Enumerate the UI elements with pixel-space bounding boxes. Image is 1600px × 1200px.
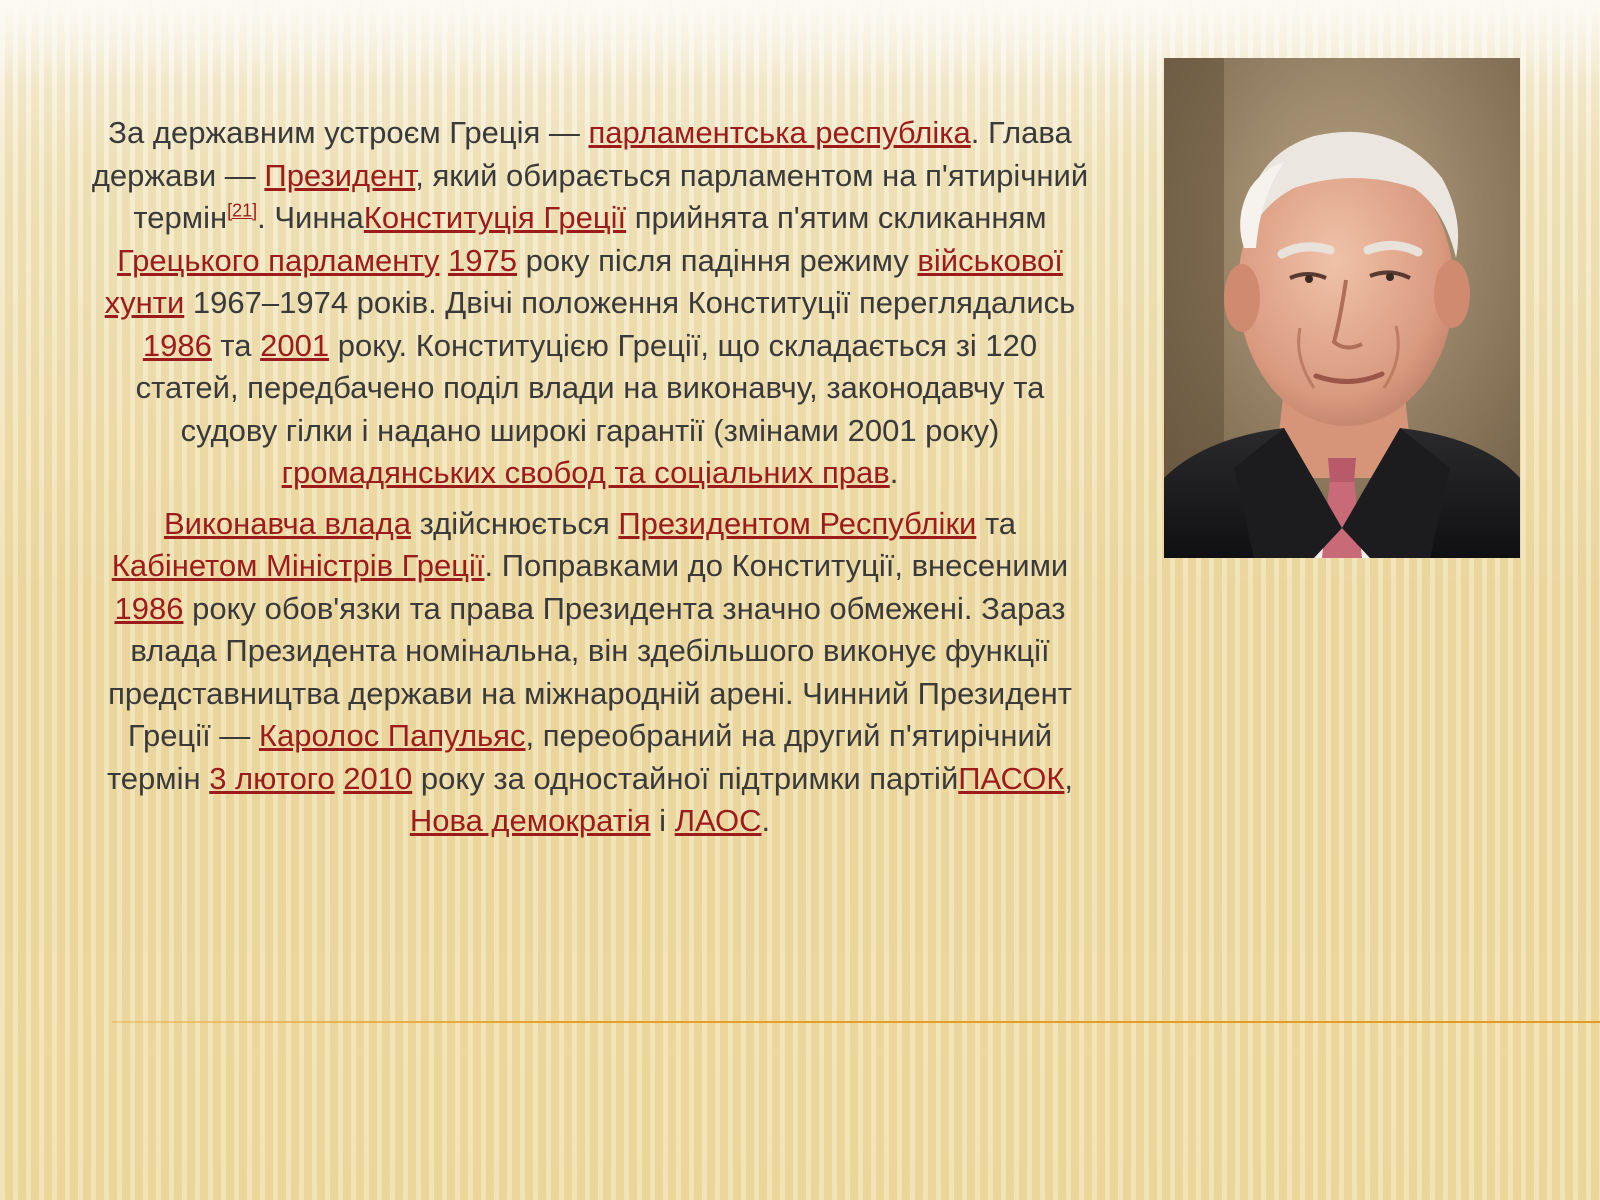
link-greek-parliament[interactable]: Грецького парламенту [117,242,440,278]
link-constitution-of-greece[interactable]: Конституція Греції [363,200,627,235]
link-new-democracy[interactable]: Нова демократія [409,803,651,838]
link-executive-power[interactable]: Виконавча влада [163,505,411,541]
text-run: року обов'язки та права Президента значно обмежені. Зараз влада Президента номінальна, він здебільшого виконує функції представництва держави на міжнародній арені. Чинний Президент Греції — [108,590,1072,753]
text-run: . Поправками до Конституції, внесеними [484,548,1069,583]
text-run: . [761,803,771,838]
link-pasok[interactable]: ПАСОК [958,760,1065,796]
link-year-2010[interactable]: 2010 [343,760,413,796]
text-run: року за одностайної підтримки партій [412,760,959,796]
link-military-junta[interactable]: військової хунти [104,242,1063,320]
text-run: . Чинна [257,200,364,235]
text-run: і [650,803,675,838]
text-run: прийнята п'ятим скликанням [626,200,1047,235]
link-year-1986[interactable]: 1986 [114,590,184,626]
text-run [439,243,448,278]
text-run: року після падіння режиму [517,242,918,278]
text-run: здійснюється [410,505,619,541]
link-parliamentary-republic[interactable]: парламентська республіка [588,115,971,150]
paragraph-government-structure [90,112,1090,495]
text-run: , який обирається парламентом на п'ятирічний термін [133,157,1089,235]
link-karolos-papoulias[interactable]: Каролос Папульяс [258,718,526,753]
link-cabinet-of-ministers[interactable]: Кабінетом Міністрів Греції [111,548,485,583]
text-run [335,761,344,796]
portrait-illustration [1164,58,1520,558]
text-run: , [1064,760,1074,796]
paragraph-executive-power [90,503,1090,843]
link-year-1986[interactable]: 1986 [142,327,212,363]
text-run: , переобраний на другий п'ятирічний термін [106,718,1053,796]
link-president-of-republic[interactable]: Президентом Республіки [618,505,977,541]
text-run: 1967–1974 років. Двічі положення Конституції переглядались [184,285,1076,320]
horizontal-divider [112,1021,1600,1023]
link-civil-liberties-social-rights[interactable]: громадянських свобод та соціальних прав [281,455,890,490]
text-run: та [211,327,261,363]
text-run: За державним устроєм Греція — [108,115,589,150]
reference-link[interactable]: [21] [227,200,258,221]
link-laos[interactable]: ЛАОС [674,803,762,838]
link-year-2001[interactable]: 2001 [260,327,330,363]
text-run: . Глава держави — [91,115,1072,193]
link-year-1975[interactable]: 1975 [448,242,518,278]
text-run: року. Конституцією Греції, що складається зі 120 статей, передбачено поділ влади на виконавчу, законодавчу та судову гілки і надано широкі гарантії (змінами 2001 року) [135,327,1045,448]
portrait-photo [1164,58,1520,558]
link-president[interactable]: Президент [264,157,416,193]
text-run: . [889,455,899,490]
text-run: та [976,505,1017,541]
slide-text [90,112,1090,851]
link-february-3[interactable]: 3 лютого [209,760,335,796]
